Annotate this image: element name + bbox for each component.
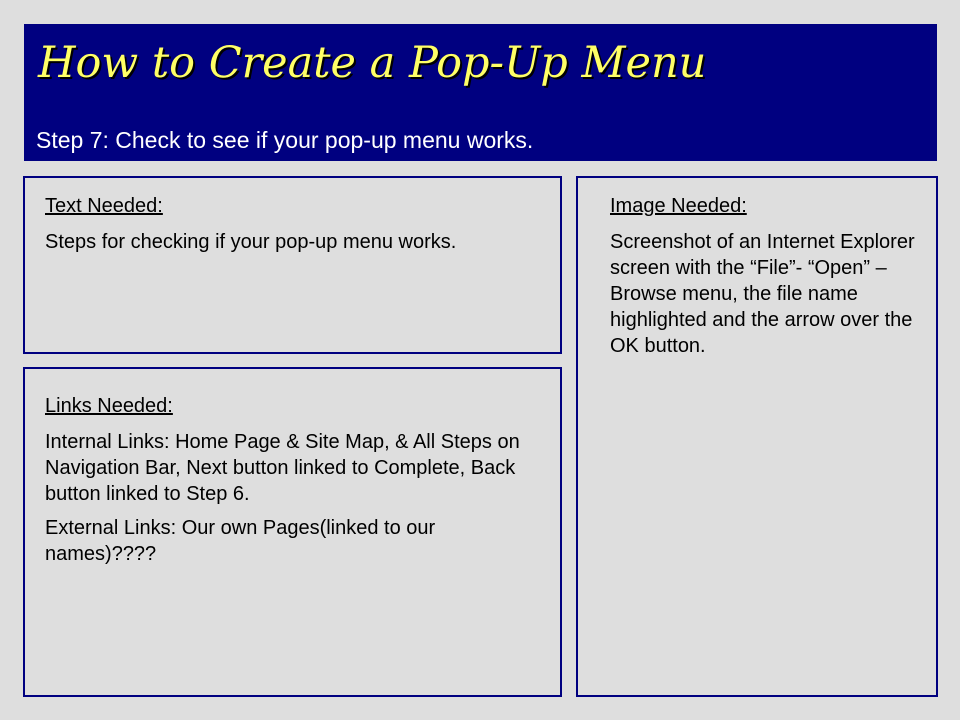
external-links-text: External Links: Our own Pages(linked to our names)???? <box>45 517 436 565</box>
links-needed-box <box>23 367 562 697</box>
image-needed-body: Screenshot of an Internet Explorer screen with the “File”- “Open” – Browse menu, the file name highlighted and the arrow over the OK button. <box>610 231 915 357</box>
links-needed-content <box>45 393 544 567</box>
slide-subtitle: Step 7: Check to see if your pop-up menu works. <box>36 127 534 153</box>
title-banner <box>24 24 937 161</box>
text-needed-box <box>23 176 562 354</box>
text-needed-heading: Text Needed: <box>45 195 163 217</box>
links-needed-heading: Links Needed: <box>45 395 173 417</box>
text-needed-body: Steps for checking if your pop-up menu works. <box>45 231 457 253</box>
image-needed-heading: Image Needed: <box>610 195 747 217</box>
slide-title: How to Create a Pop-Up Menu <box>38 38 707 88</box>
internal-links-text: Internal Links: Home Page & Site Map, & All Steps on Navigation Bar, Next button linked to Complete, Back button linked to Step 6. <box>45 431 520 505</box>
text-needed-content <box>45 193 544 255</box>
image-needed-box <box>576 176 938 697</box>
image-needed-content <box>610 193 920 359</box>
